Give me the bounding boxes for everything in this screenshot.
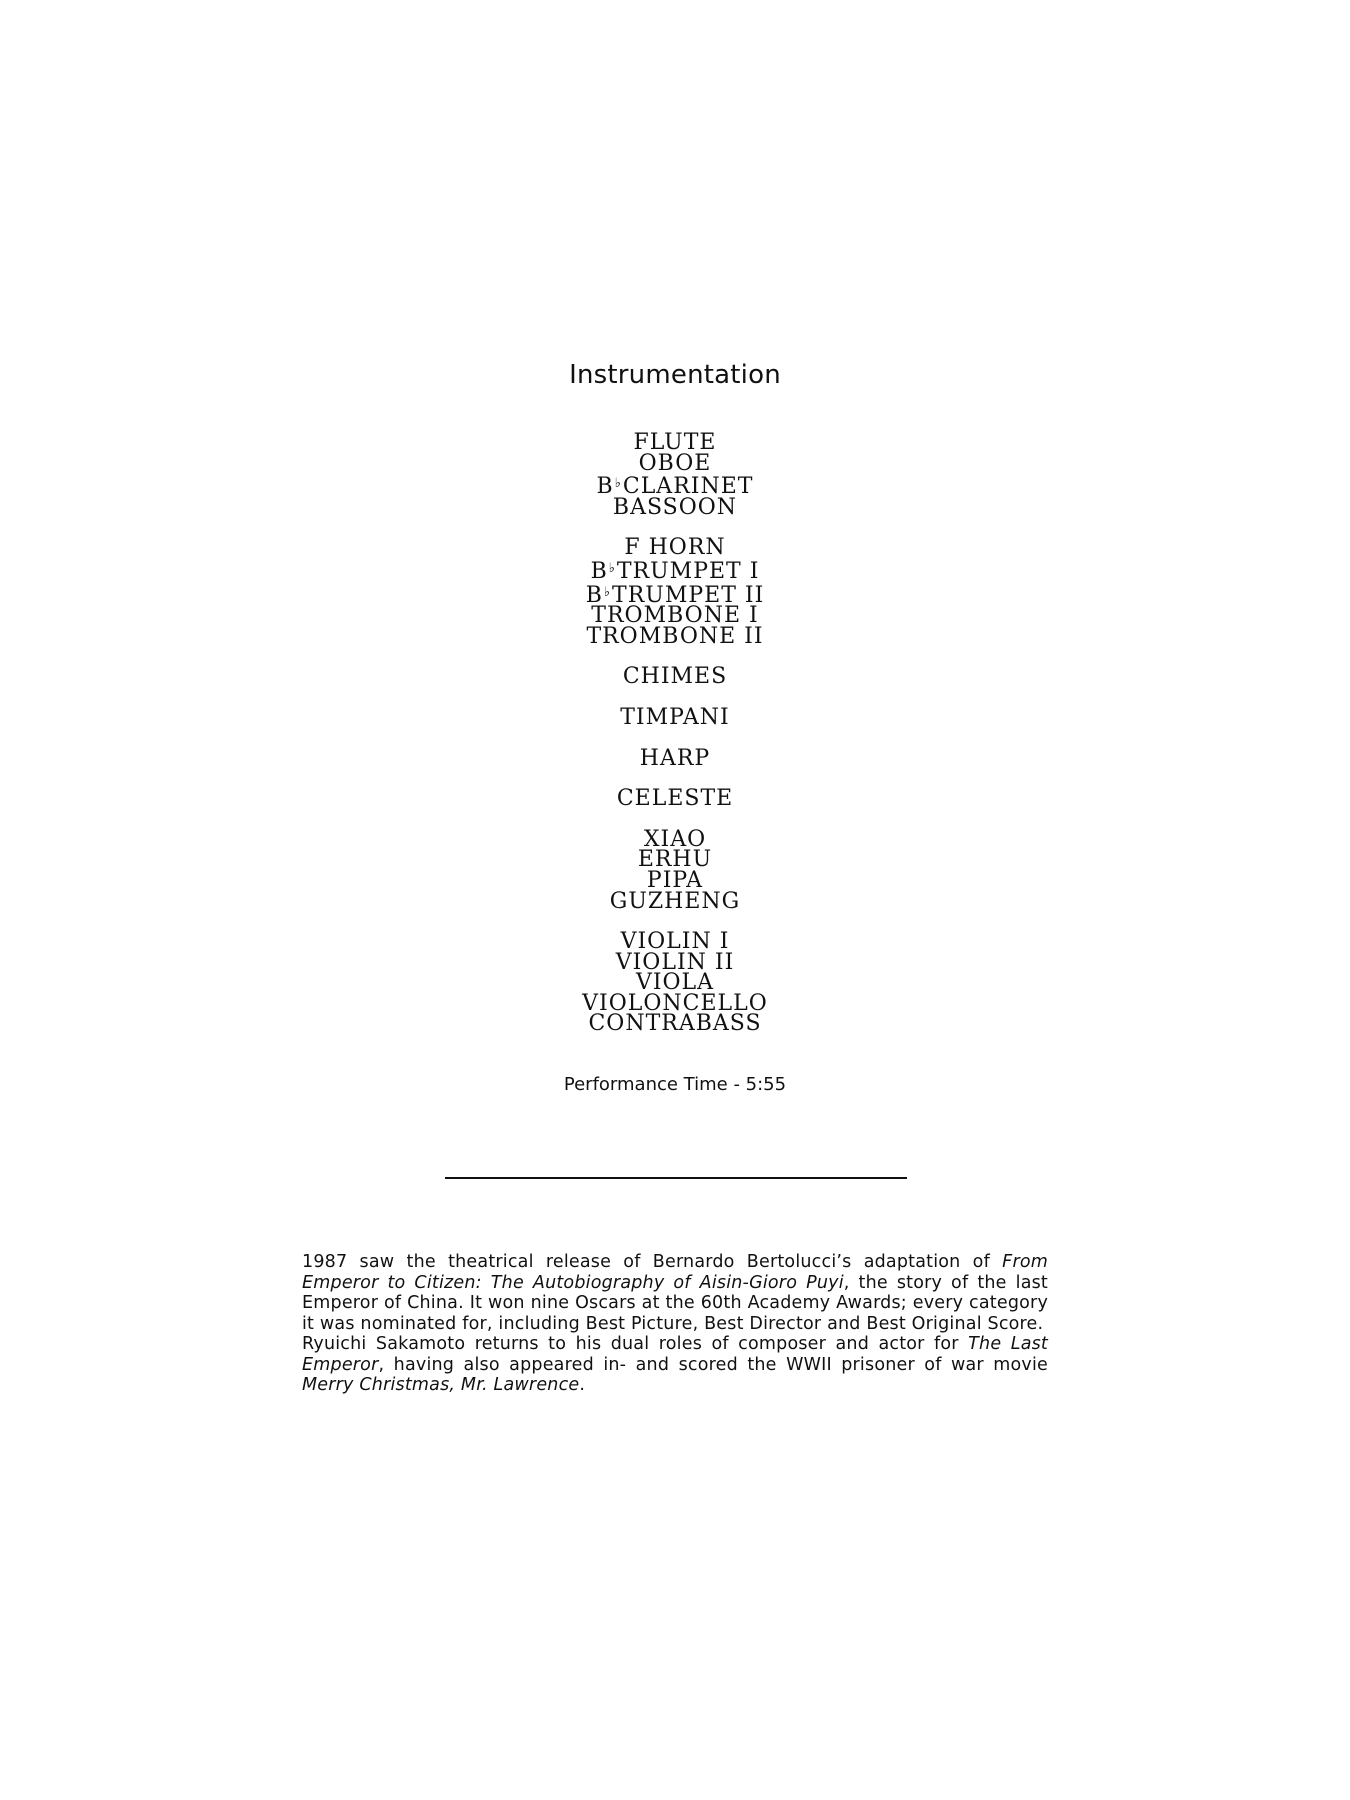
instrument-label: GUZHENG — [609, 888, 741, 914]
instrument-label: VIOLONCELLO — [582, 990, 768, 1016]
notes-text: . — [579, 1375, 586, 1395]
notes-text: , having also appeared in- and scored the WWII prisoner of war movie — [378, 1354, 1048, 1375]
instrument-label: TRUMPET I — [616, 558, 760, 584]
notes-text: 1987 saw the theatrical release of Bernardo Bertolucci’s adaptation of — [302, 1252, 1003, 1272]
instrument-group — [0, 535, 1350, 649]
instrument-group — [0, 430, 1350, 520]
instrument-label: CELESTE — [616, 786, 734, 812]
instrument-group — [0, 664, 1350, 690]
key-letter: B — [596, 474, 614, 500]
instrument-group — [0, 704, 1350, 730]
instrument-label: VIOLIN I — [620, 929, 730, 955]
instrument-label: ERHU — [637, 847, 713, 873]
instrument-label: FLUTE — [633, 430, 717, 455]
instrument-label: F HORN — [624, 535, 726, 561]
notes-text: Ryuichi Sakamoto returns to his dual roles of composer and actor for — [302, 1334, 969, 1354]
film-title: The Last Emperor — [302, 1334, 1048, 1375]
instrument-label: TRUMPET II — [612, 582, 765, 608]
instrument-name — [0, 745, 1350, 771]
key-letter: B — [585, 582, 603, 608]
notes-paragraph-1 — [302, 1252, 1048, 1334]
instrument-name — [0, 494, 1350, 520]
program-notes — [302, 1252, 1048, 1396]
instrument-name — [0, 450, 1350, 476]
instrument-label: CLARINET — [622, 474, 754, 500]
instrument-label: OBOE — [638, 450, 712, 476]
page-title: Instrumentation — [569, 360, 781, 390]
instrument-name — [0, 1011, 1350, 1037]
instrument-group — [0, 826, 1350, 914]
divider-line — [445, 1177, 907, 1179]
performance-time: Performance Time - 5:55 — [563, 1074, 787, 1095]
instrument-label: CHIMES — [622, 664, 728, 690]
instrument-name — [0, 888, 1350, 914]
instrument-name — [0, 786, 1350, 812]
instrument-list — [0, 430, 1350, 1055]
film-title: Merry Christmas, Mr. Lawrence — [302, 1375, 580, 1395]
book-title: From Emperor to Citizen: The Autobiography of Aisin-Gioro Puyi — [302, 1252, 1048, 1293]
instrument-group — [0, 745, 1350, 771]
instrument-label: VIOLIN II — [615, 949, 735, 975]
instrument-label: CONTRABASS — [588, 1011, 762, 1037]
instrument-label: HARP — [639, 745, 711, 771]
key-letter: B — [590, 558, 608, 584]
instrument-group — [0, 786, 1350, 812]
flat-sign: ♭ — [603, 584, 611, 600]
flat-sign: ♭ — [614, 476, 621, 492]
instrument-label: TROMBONE II — [586, 623, 764, 649]
instrument-label: VIOLA — [635, 970, 715, 996]
instrument-group — [0, 929, 1350, 1037]
instrument-label: TROMBONE I — [591, 603, 759, 629]
instrument-label: TIMPANI — [620, 704, 730, 730]
instrument-name — [0, 559, 1350, 583]
instrument-label: XIAO — [643, 826, 707, 852]
instrument-label: BASSOON — [612, 494, 738, 520]
instrument-label: PIPA — [646, 867, 704, 893]
notes-text: , the story of the last Emperor of China. It won nine Oscars at the 60th Academy Awards; every category it was nominated for, including Best Picture, Best Director and Best Original Score. — [302, 1272, 1048, 1334]
instrument-name — [0, 704, 1350, 730]
instrument-name — [0, 623, 1350, 649]
notes-paragraph-2 — [302, 1334, 1048, 1396]
instrument-name — [0, 535, 1350, 561]
flat-sign: ♭ — [608, 560, 615, 576]
instrument-name — [0, 664, 1350, 690]
